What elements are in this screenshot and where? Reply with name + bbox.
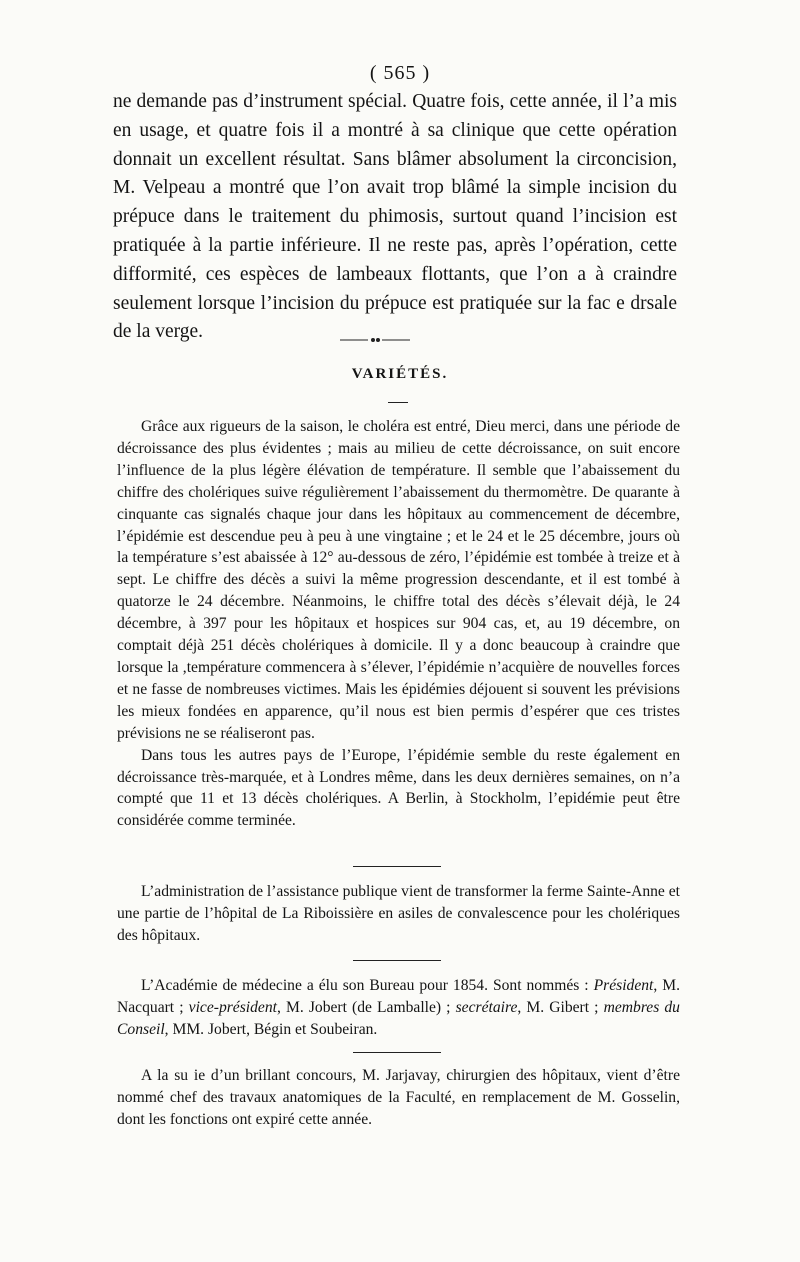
academie-intro: L’Académie de médecine a élu son Bureau pour 1854. Sont nommés : [141, 977, 594, 994]
assistance-paragraph: L’administration de l’assistance publique vient de transformer la ferme Sainte-Anne et une partie de l’hôpital de La Riboissière en asiles de convalescence pour les cholériques des hôpitaux. [117, 883, 680, 944]
jarjavay-section [117, 1065, 680, 1131]
section-title: VARIÉTÉS. [351, 366, 449, 382]
cholera-paragraph-2: Dans tous les autres pays de l’Europe, l’épidémie semble du reste également en décroissance très-marquée, et à Londres même, dans les deux dernières semaines, on n’a compté que 11 et 13 décès cholériques. A Berlin, à Stockholm, l’epidémie peut être considérée comme terminée. [117, 746, 680, 830]
ornament-divider [340, 336, 410, 344]
cholera-section [117, 416, 680, 832]
jarjavay-paragraph: A la su ie d’un brillant concours, M. Jarjavay, chirurgien des hôpitaux, vient d’être nommé chef des travaux anatomiques de la Faculté, en remplacement de M. Gosselin, dont les fonctions ont expiré cette année. [117, 1067, 680, 1128]
secretaire-name: , M. Gibert ; [517, 998, 604, 1016]
assistance-section [117, 881, 680, 947]
lead-paragraph: ne demande pas d’instrument spécial. Quatre fois, cette année, il l’a mis en usage, et quatre fois il a montré à sa clinique que cette opération donnait un excellent résultat. Sans blâmer absolument la circoncision, M. Velpeau a montré que l’on avait trop blâmé la simple incision du prépuce dans le traitement du phimosis, surtout quand l’incision est pratiquée à la partie inférieure. Il ne reste pas, après l’opération, cette difformité, ces espèces de lambeaux flottants, que l’on a à craindre seulement lorsque l’incision du prépuce est pratiquée sur la fac e drsale de la verge. [113, 91, 677, 343]
conseil-names: , MM. Jobert, Bégin et Soubeiran. [164, 1020, 378, 1038]
separator-rule [353, 960, 441, 961]
page-number: ( 565 ) [369, 62, 431, 84]
separator-rule [353, 1052, 441, 1053]
vice-president-name: , M. Jobert (de Lamballe) ; [276, 998, 456, 1016]
conseil-label: membres du Conseil [117, 998, 680, 1038]
academie-paragraph [117, 975, 680, 1041]
separator-rule [353, 866, 441, 867]
title-rule [388, 402, 408, 403]
president-name: , M. Nacquart ; [117, 977, 680, 1016]
cholera-paragraph-1: Grâce aux rigueurs de la saison, le choléra est entré, Dieu merci, dans une période de décroissance des plus évidentes ; mais au milieu de cette décroissance, on suit encore l’influence de la plus légère élévation de température. Il semble que l’abaissement du chiffre des cholériques suive régulièrement l’abaissement du thermomètre. De quarante à cinquante cas signalés chaque jour dans les hôpitaux au commencement de décembre, l’épidémie est descendue peu à peu à une vingtaine ; et le 24 et le 25 décembre, jours où la température s’est abaissée à 12° au-dessous de zéro, l’épidémie est tombée à treize et à sept. Le chiffre des décès a suivi la même progression descendante, et il est tombé à quatorze le 24 décembre. Néanmoins, le chiffre total des décès s’élevait déjà, le 24 décembre, à 397 pour les hôpitaux et hospices sur 904 cas, et, au 19 décembre, on comptait déjà 251 décès cholériques à domicile. Il y a donc beaucoup à craindre que lorsque la ,température commencera à s’élever, l’épidémie n’acquière de nouvelles forces et ne fasse de nombreuses victimes. Mais les épidémies déjouent si souvent les prévisions les mieux fondées en apparence, qu’il nous est bien permis d’espérer que ces tristes prévisions ne se réaliseront pas. [117, 418, 680, 742]
secretaire-label: secrétaire [455, 998, 518, 1016]
academie-section [117, 975, 680, 1041]
president-label: Président [593, 977, 654, 994]
vice-president-label: vice-président [188, 998, 277, 1016]
